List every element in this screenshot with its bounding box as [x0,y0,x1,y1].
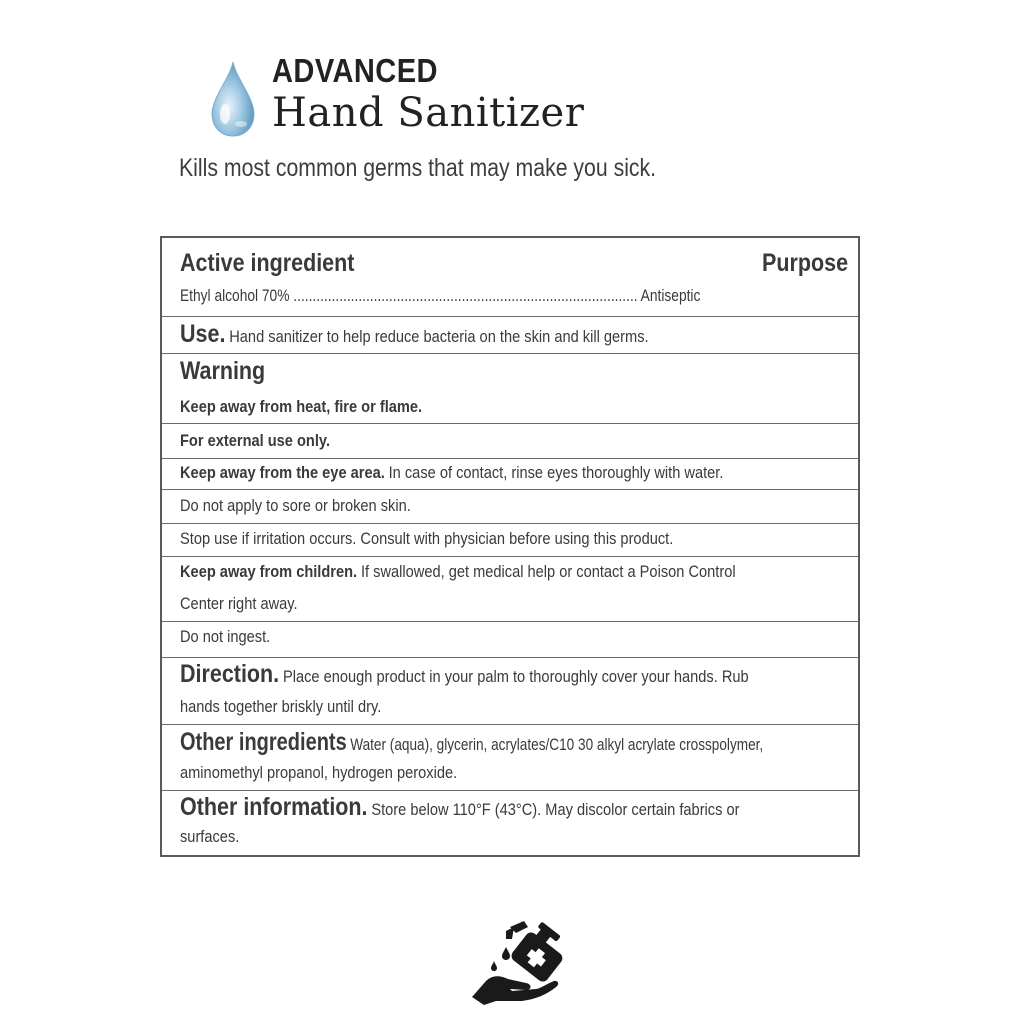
use-heading: Use. [180,320,226,348]
other-information-heading: Other information. [180,793,368,821]
warning-heat: Keep away from heat, fire or flame. [180,397,423,416]
irritation-row [162,524,858,557]
other-ingredients-heading: Other ingredients [180,728,347,756]
sore-skin-text: Do not apply to sore or broken skin. [180,496,411,515]
external-use-row [162,424,858,459]
eye-warning-text: In case of contact, rinse eyes thoroughly with water. [388,463,724,482]
brand-advanced: ADVANCED [272,52,438,89]
active-ingredient-row [162,238,858,317]
children-warning-text-cont: Center right away. [180,594,298,613]
direction-row [162,658,858,725]
warning-row [162,354,858,424]
ingest-row [162,622,858,658]
warning-external: For external use only. [180,431,331,450]
purpose-heading: Purpose [761,249,848,277]
direction-text-cont: hands together briskly until dry. [180,697,382,716]
drug-facts-panel [160,236,860,857]
eye-warning-bold: Keep away from the eye area. [180,463,385,482]
use-text: Hand sanitizer to help reduce bacteria on the skin and kill germs. [229,327,649,346]
sore-skin-row [162,490,858,524]
ingredient-line: Ethyl alcohol 70% .......................................................................................... Antiseptic [180,286,701,305]
direction-text: Place enough product in your palm to thoroughly cover your hands. Rub [282,667,749,686]
product-header [208,52,768,142]
other-information-text-cont: surfaces. [180,827,240,846]
other-ingredients-row [162,725,858,791]
tagline: Kills most common germs that may make you sick. [179,154,657,182]
direction-heading: Direction. [180,660,280,688]
other-ingredients-text-cont: aminomethyl propanol, hydrogen peroxide. [180,763,458,782]
ingest-text: Do not ingest. [180,627,271,646]
other-ingredients-text: Water (aqua), glycerin, acrylates/C10 30 alkyl acrylate crosspolymer, [350,735,764,754]
eye-area-row [162,459,858,490]
water-drop-icon [208,60,258,138]
sanitizer-pump-hand-icon [466,917,578,1005]
active-ingredient-heading: Active ingredient [180,249,355,277]
other-information-text: Store below 110°F (43°C). May discolor certain fabrics or [371,800,740,819]
brand-product-name: Hand Sanitizer [272,90,585,136]
children-row [162,557,858,622]
irritation-text: Stop use if irritation occurs. Consult with physician before using this product. [180,529,674,548]
warning-heading: Warning [180,357,266,385]
children-warning-bold: Keep away from children. [180,562,358,581]
other-information-row [162,791,858,859]
use-row [162,317,858,354]
children-warning-text: If swallowed, get medical help or contact a Poison Control [360,562,736,581]
